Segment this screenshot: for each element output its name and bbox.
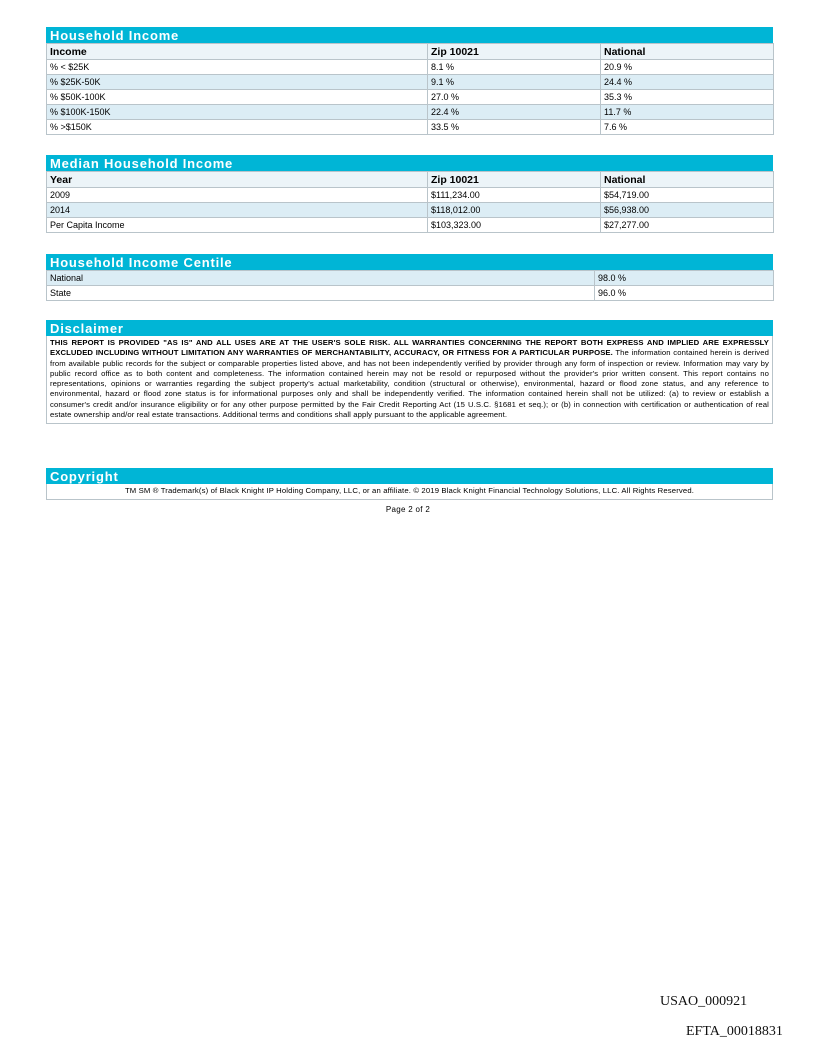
table-cell: % $100K-150K	[47, 105, 428, 120]
table-header-row	[47, 172, 774, 188]
table-cell: 9.1 %	[428, 75, 601, 90]
column-header: Zip 10021	[428, 172, 601, 188]
column-header: Zip 10021	[428, 44, 601, 60]
section-title: Copyright	[46, 468, 773, 484]
table-row	[47, 105, 774, 120]
table-cell: 8.1 %	[428, 60, 601, 75]
table-cell: State	[47, 286, 595, 301]
table-row	[47, 203, 774, 218]
table-cell: % $50K-100K	[47, 90, 428, 105]
table-cell: 2009	[47, 188, 428, 203]
column-header: National	[601, 172, 774, 188]
section-title: Household Income Centile	[46, 254, 773, 270]
table-row	[47, 75, 774, 90]
table-cell: $56,938.00	[601, 203, 774, 218]
table-cell: 24.4 %	[601, 75, 774, 90]
column-header: Year	[47, 172, 428, 188]
table-cell: $118,012.00	[428, 203, 601, 218]
table-cell: 27.0 %	[428, 90, 601, 105]
table-cell: $54,719.00	[601, 188, 774, 203]
table-cell: $103,323.00	[428, 218, 601, 233]
disclaimer-bold-text: THIS REPORT IS PROVIDED "AS IS" AND ALL USES ARE AT THE USER'S SOLE RISK. ALL WARRANTIES CONCERNING THE REPORT BOTH EXPRESS AND IMPLIED ARE EXPRESSLY EXCLUDED INCLUDING WITHOUT LIMITATION ANY WARRANTIES OF MERCHANTABILITY, ACCURACY, OR FITNESS FOR A PARTICULAR PURPOSE.	[50, 338, 769, 358]
median-income-table	[46, 171, 774, 233]
table-cell: 22.4 %	[428, 105, 601, 120]
table-cell: $111,234.00	[428, 188, 601, 203]
table-cell: 7.6 %	[601, 120, 774, 135]
household-income-section	[46, 27, 773, 135]
table-header-row	[47, 44, 774, 60]
table-cell: 96.0 %	[595, 286, 774, 301]
efta-stamp: EFTA_00018831	[686, 1024, 783, 1039]
disclaimer-body-text: The information contained herein is derived from available public records for the subject or comparable properties listed above, and has not been independently verified by provider through any form of inspection or review. Information may vary by public record office as to both content and completeness. The information contained herein may not be resold or repurposed without the provider's prior written consent. This report contains no representations, opinions or warranties regarding the subject property's actual marketability, condition (structural or otherwise), environmental, hazard or flood zone status, and any reference to environmental, hazard or flood zone status is for informational purposes only and shall be independently verified. The information contained herein shall not be utilized: (a) to review or establish a consumer's credit and/or insurance eligibility or for any other purpose permitted by the Fair Credit Reporting Act (15 U.S.C. §1681 et seq.); or (b) in connection with certification or authentication of real estate ownership and/or real estate transactions. Additional terms and conditions shall apply pursuant to the applicable agreement.	[50, 348, 769, 420]
table-cell: 20.9 %	[601, 60, 774, 75]
section-title: Household Income	[46, 27, 773, 43]
section-title: Median Household Income	[46, 155, 773, 171]
disclaimer-text	[46, 336, 773, 424]
table-row	[47, 120, 774, 135]
table-row	[47, 286, 774, 301]
table-row	[47, 218, 774, 233]
table-row	[47, 90, 774, 105]
table-cell: 35.3 %	[601, 90, 774, 105]
section-title: Disclaimer	[46, 320, 773, 336]
table-cell: 11.7 %	[601, 105, 774, 120]
table-cell: % $25K-50K	[47, 75, 428, 90]
table-cell: Per Capita Income	[47, 218, 428, 233]
table-row	[47, 188, 774, 203]
disclaimer-section	[46, 320, 773, 424]
copyright-section	[46, 468, 773, 500]
table-row	[47, 271, 774, 286]
bates-stamp: USAO_000921	[660, 994, 748, 1009]
copyright-text: TM SM ® Trademark(s) of Black Knight IP Holding Company, LLC, or an affiliate. © 2019 Black Knight Financial Technology Solutions, LLC. All Rights Reserved.	[46, 484, 773, 500]
table-cell: 98.0 %	[595, 271, 774, 286]
table-cell: % >$150K	[47, 120, 428, 135]
table-row	[47, 60, 774, 75]
table-cell: National	[47, 271, 595, 286]
table-cell: $27,277.00	[601, 218, 774, 233]
page-number: Page 2 of 2	[385, 505, 431, 514]
income-centile-table	[46, 270, 774, 301]
median-income-section	[46, 155, 773, 233]
column-header: Income	[47, 44, 428, 60]
income-centile-section	[46, 254, 773, 301]
table-cell: 2014	[47, 203, 428, 218]
column-header: National	[601, 44, 774, 60]
table-cell: % < $25K	[47, 60, 428, 75]
household-income-table	[46, 43, 774, 135]
table-cell: 33.5 %	[428, 120, 601, 135]
